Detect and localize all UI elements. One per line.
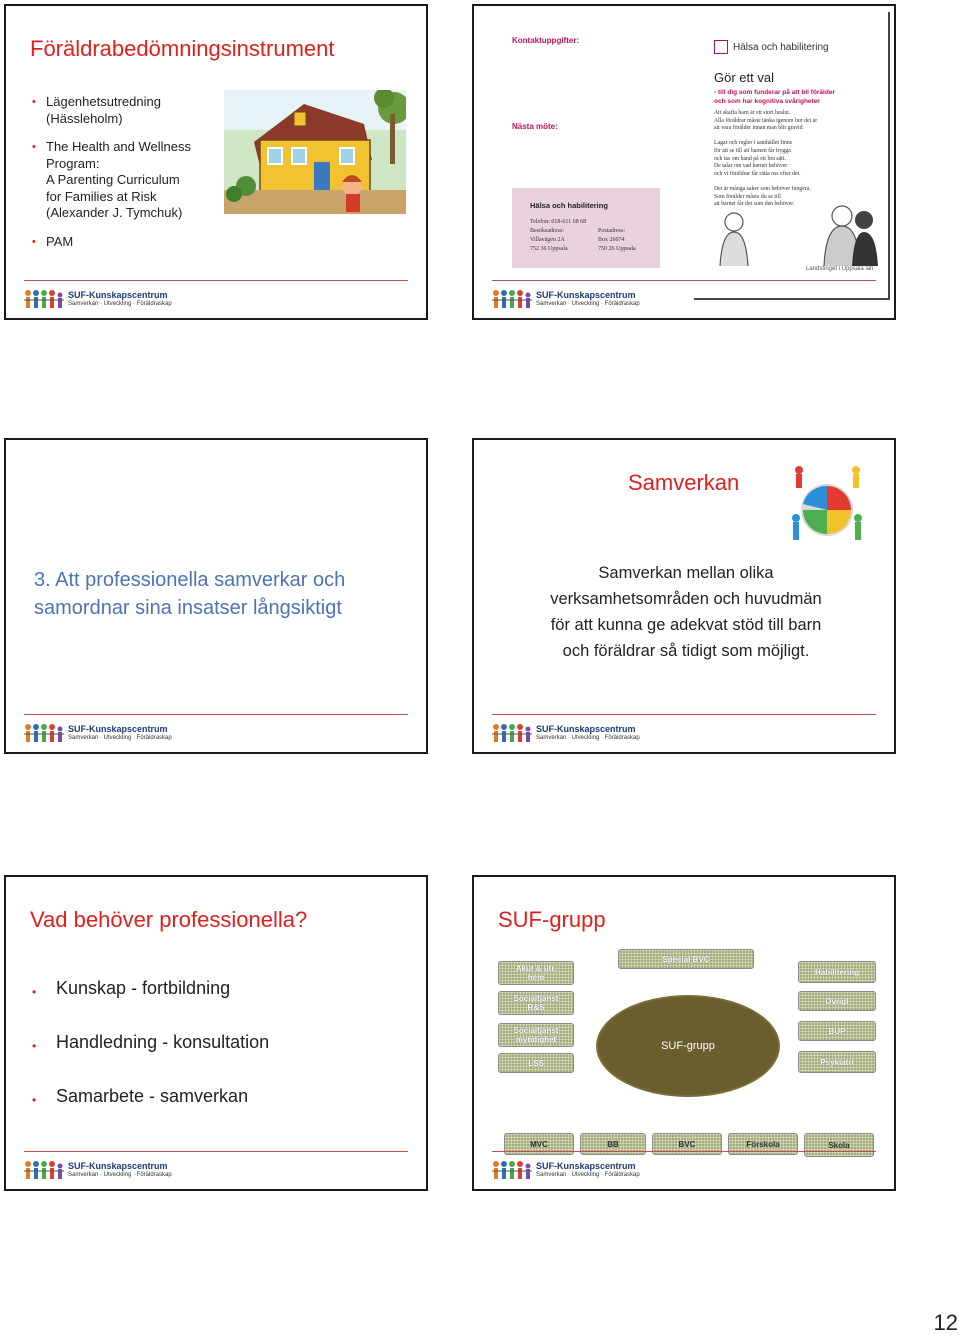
suf-logo [492, 286, 640, 312]
bullet-item [32, 94, 202, 127]
page-number: 12 [933, 1310, 958, 1335]
footer-divider [24, 280, 408, 281]
people-chain-icon [492, 288, 532, 310]
slide-footer [492, 714, 876, 746]
suf-logo [492, 1157, 640, 1183]
brand-tagline: Samverkan · Utveckling · Föräldraskap [68, 1172, 172, 1178]
brand-tagline: Samverkan · Utveckling · Föräldraskap [68, 301, 172, 307]
bullet-text: Handledning - konsultation [56, 1032, 270, 1052]
people-chain-icon [492, 1159, 532, 1181]
diagram-node: BB [580, 1133, 646, 1155]
bullet-list [32, 94, 202, 262]
brand-name: SUF-Kunskapscentrum [68, 724, 168, 734]
next-meeting-label: Nästa möte: [512, 122, 558, 131]
diagram-node: Psykiatri [798, 1051, 876, 1073]
brand-tagline: Samverkan · Utveckling · Föräldraskap [536, 1172, 640, 1178]
org-name: Hälsa och habilitering [733, 41, 829, 53]
brand-name: SUF-Kunskapscentrum [536, 290, 636, 300]
slide-footer [24, 280, 408, 312]
slide-footer [492, 280, 876, 312]
diagram-node: Habilitering [798, 961, 876, 983]
slide-title: SUF-grupp [498, 907, 606, 932]
brand-name: SUF-Kunskapscentrum [68, 290, 168, 300]
slide-4 [472, 438, 896, 754]
slide-3 [4, 438, 428, 754]
slide-text: Samverkan mellan olika verksamhetsområden och huvudmän för att kunna ge adekvat stöd till barn och föräldrar så tidigt som möjligt. [550, 564, 822, 660]
diagram-node: Förskola [728, 1133, 798, 1155]
bullet-icon: • [32, 96, 36, 108]
bullet-list [32, 977, 269, 1139]
bullet-item [32, 139, 202, 222]
people-chain-icon [24, 288, 64, 310]
bullet-item [32, 234, 202, 251]
people-chain-icon [24, 1159, 64, 1181]
footer-divider [24, 1151, 408, 1152]
bullet-icon: • [32, 1093, 37, 1107]
contact-label: Kontaktuppgifter: [512, 36, 580, 45]
bullet-item [32, 1031, 269, 1053]
org-logo-icon [714, 40, 728, 54]
org-header [714, 40, 829, 54]
bullet-icon: • [32, 985, 37, 999]
footer-divider [492, 280, 876, 281]
brand-tagline: Samverkan · Utveckling · Föräldraskap [536, 301, 640, 307]
diagram-node: Socialtjänst myndighet [498, 1023, 574, 1047]
brand-tagline: Samverkan · Utveckling · Föräldraskap [68, 735, 172, 741]
slide-text: 3. Att professionella samverkar och samordnar sina insatser långsiktigt [34, 569, 346, 619]
brand-tagline: Samverkan · Utveckling · Föräldraskap [536, 735, 640, 741]
slide-title: Föräldrabedömningsinstrument [30, 36, 335, 61]
diagram-node: BUP [798, 1021, 876, 1041]
diagram-node: Akut & utr. hem [498, 961, 574, 985]
people-chain-icon [492, 722, 532, 744]
suf-logo [24, 286, 172, 312]
contact-box-right: Postadress: Box 26074 750 26 Uppsala [598, 228, 636, 252]
brand-name: SUF-Kunskapscentrum [68, 1161, 168, 1171]
bullet-text: Samarbete - samverkan [56, 1086, 249, 1106]
slide-footer [24, 714, 408, 746]
slide-footer [24, 1151, 408, 1183]
bullet-icon: • [32, 141, 36, 153]
bullet-text: The Health and Wellness Program: A Parenting Curriculum for Families at Risk (Alexander J. Tymchuk) [46, 139, 192, 220]
slide-title: Samverkan [628, 470, 740, 495]
diagram-node: LSS [498, 1053, 574, 1073]
slide-1 [4, 4, 428, 320]
suf-logo [24, 1157, 172, 1183]
brand-name: SUF-Kunskapscentrum [536, 724, 636, 734]
house-illustration [224, 90, 406, 214]
region-label: Landstinget i Uppsala län [806, 266, 874, 272]
diagram-node: Skola [804, 1133, 874, 1157]
brochure-heading: Gör ett val [714, 70, 774, 85]
diagram-node: MVC [504, 1133, 574, 1155]
slide-footer [492, 1151, 876, 1183]
slide-6 [472, 875, 896, 1191]
brochure-body: Att skaffa barn är ett stort beslut. Alla föräldrar måste tänka igenom hur det är att vara förälder innan man blir gravid. Lagar och regler i samhället finns för att se till att barnen får trygga och tas om hand på ett bra sätt. De talar om vad barnet behöver och vi föräldrar får rätta oss efter det. Det är många saker som behöver fungera. Som förälder måste du se till att barnet får det som den behöver. [714, 110, 818, 208]
brochure-subheading: - till dig som funderar på att bli förälder och som har kognitiva svårigheter [714, 89, 835, 105]
suf-diagram [474, 877, 896, 1191]
diagram-node: Övrigt [798, 991, 876, 1011]
brochure-panel [694, 12, 890, 300]
hub-node: SUF-grupp [596, 995, 780, 1097]
bullet-text: Lägenhetsutredning (Hässleholm) [46, 94, 161, 126]
bullet-item [32, 1085, 269, 1107]
bullet-icon: • [32, 235, 36, 248]
suf-logo [24, 720, 172, 746]
couple-illustration [712, 202, 882, 266]
contact-box-left: Telefon: 018-611 68 68 Besöksadress: Villavägen 2A 752 36 Uppsala [530, 219, 587, 252]
people-chain-icon [24, 722, 64, 744]
suf-logo [492, 720, 640, 746]
contact-box-heading: Hälsa och habilitering [530, 201, 608, 210]
puzzle-people-icon [786, 464, 868, 548]
diagram-node: Socialtjänst R&S [498, 991, 574, 1015]
footer-divider [24, 714, 408, 715]
slide-5 [4, 875, 428, 1191]
bullet-icon: • [32, 1039, 37, 1053]
bullet-item [32, 977, 269, 999]
bullet-text: PAM [46, 233, 74, 249]
slide-2 [472, 4, 896, 320]
footer-divider [492, 714, 876, 715]
bullet-text: Kunskap - fortbildning [56, 978, 231, 998]
diagram-node: BVC [652, 1133, 722, 1155]
slide-title: Vad behöver professionella? [30, 907, 308, 932]
diagram-node: Special BVC [618, 949, 754, 969]
brand-name: SUF-Kunskapscentrum [536, 1161, 636, 1171]
contact-box [512, 188, 660, 268]
footer-divider [492, 1151, 876, 1152]
